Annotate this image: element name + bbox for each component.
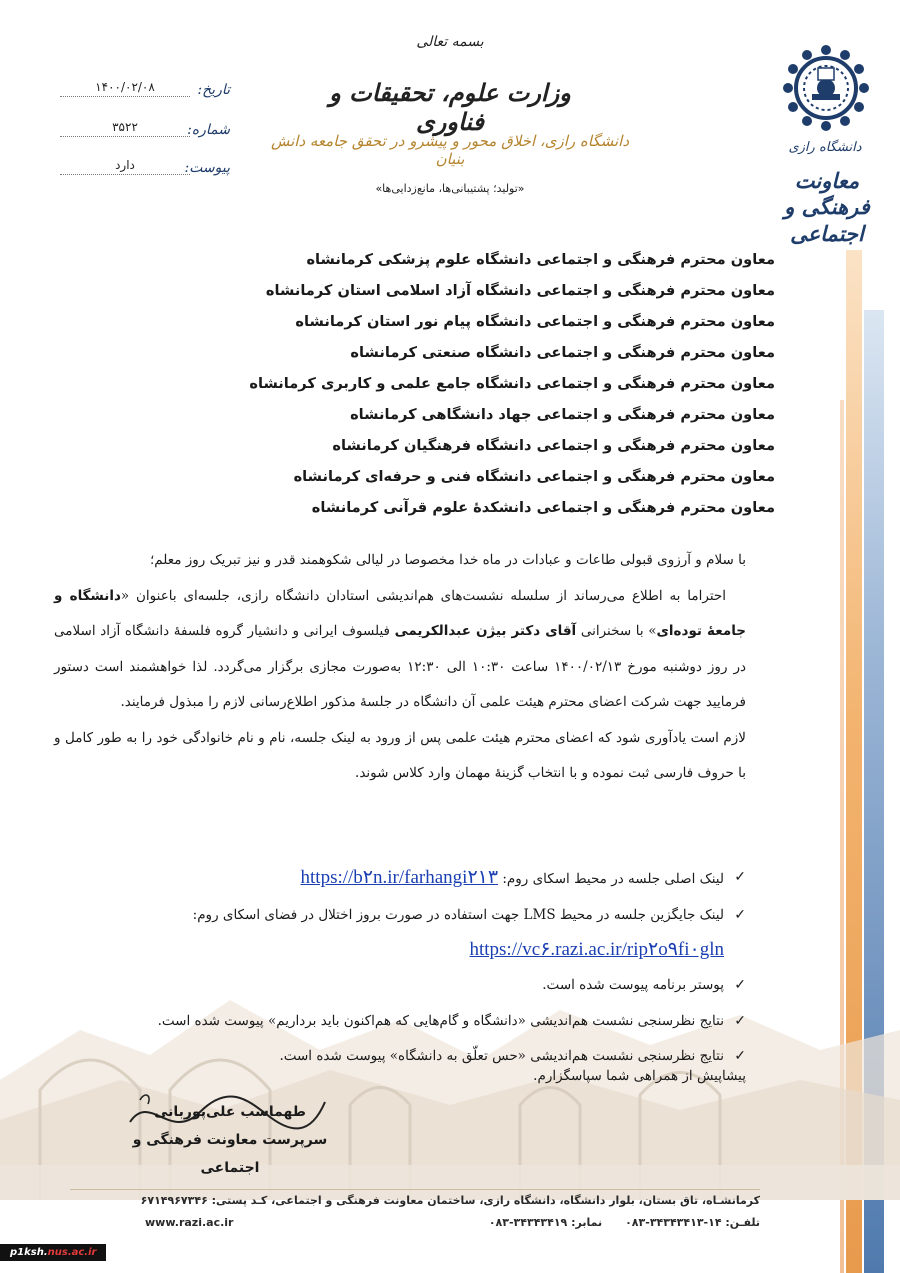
closing-sentence: پیشاپیش از همراهی شما سپاسگزارم. [533,1068,746,1084]
check-icon: ✓ [734,1012,746,1029]
footer-phones [489,1216,760,1229]
letter-date [60,82,230,106]
footer-fax: نمابر: ۳۴۳۴۳۴۱۹-۰۸۳ [488,1216,603,1229]
university-name: دانشگاه رازی [788,140,862,155]
letter-body [54,543,746,792]
check-icon: ✓ [734,869,746,885]
poster-note: پوستر برنامه پیوست شده است. [542,977,724,993]
alt-link[interactable]: https://vc۶.razi.ac.ir/rip۲o۹fi۰gln [469,939,724,960]
list-item [54,1004,746,1040]
attachment-label: پیوست: [184,160,230,176]
department-line2: فرهنگی و اجتماعی [784,194,870,246]
check-icon: ✓ [734,906,746,923]
recipient: معاون محترم فرهنگی و اجتماعی دانشگاه علوم پزشکی کرمانشاه [306,251,775,268]
main-link-label: لینک اصلی جلسه در محیط اسکای روم: [502,871,724,887]
watermark-accent: nus.ac.ir [47,1247,97,1258]
speaker-name: آقای دکتر بیژن عبدالکریمی [394,623,577,639]
list-item [54,968,746,1004]
recipient: معاون محترم فرهنگی و اجتماعی جهاد دانشگاهی کرمانشاه [350,406,775,423]
recipients-list [230,244,775,523]
source-watermark [0,1244,106,1261]
recipient: معاون محترم فرهنگی و اجتماعی دانشگاه آزاد اسلامی استان کرمانشاه [265,282,775,299]
announcement-text-c: فیلسوف ایرانی و دانشیار گروه فلسفهٔ دانشگاه آزاد اسلامی در روز دوشنبه مورخ ۱۴۰۰/۰۲/۱۳ ساعت ۱۰:۳۰ الی ۱۲:۳۰ به‌صورت مجازی برگزار می‌گردد. لذا خواهشمند است دستور فرمایید جهت شرکت اعضای محترم هیئت علمی آن دانشگاه در جلسهٔ مذکور اطلاع‌رسانی لازم را مبذول فرمایند. [54,623,746,710]
signature-block [120,1098,340,1182]
notes-list [54,860,746,1075]
footer-divider [70,1189,760,1190]
signatory-name: طهماسب علی‌پوربانی [153,1104,306,1120]
footer-phone: تلفـن: ۱۴-۳۴۳۴۳۴۱۳-۰۸۳ [625,1216,760,1229]
watermark-prefix: p1ksh. [10,1247,48,1258]
alt-link-label: لینک جایگزین جلسه در محیط LMS جهت استفاده در صورت بروز اختلال در فضای اسکای روم: [192,906,724,923]
number-value: ۳۵۲۲ [60,120,190,137]
announcement-text-b: » با سخنرانی [576,623,657,639]
year-slogan: «تولید؛ پشتیبانی‌ها، مانع‌زدایی‌ها» [375,182,525,195]
recipient: معاون محترم فرهنگی و اجتماعی دانشگاه صنعتی کرمانشاه [350,344,775,361]
recipient: معاون محترم فرهنگی و اجتماعی دانشگاه فنی و حرفه‌ای کرمانشاه [293,468,775,485]
announcement-paragraph [54,579,746,721]
letter-attachment [60,160,230,184]
signatory-title: سرپرست معاونت فرهنگی و اجتماعی [132,1132,328,1176]
department-line1: معاونت [794,168,860,193]
announcement-text-a: احتراما به اطلاع می‌رساند از سلسله نشست‌های هم‌اندیشی استادان دانشگاه رازی، جلسه‌ای باعنوان « [120,587,726,604]
department-name [772,168,882,247]
list-item [54,898,746,969]
check-icon: ✓ [734,1048,746,1064]
letter-number [60,122,230,146]
main-link[interactable]: https://b۲n.ir/farhangi۲۱۳ [300,867,499,888]
date-label: تاریخ: [197,82,230,98]
recipient: معاون محترم فرهنگی و اجتماعی دانشگاه فرهنگیان کرمانشاه [332,437,775,454]
ministry-title: وزارت علوم، تحقیقات و فناوری [329,78,571,136]
bismillah: بسمه تعالی [416,34,484,50]
recipient: معاون محترم فرهنگی و اجتماعی دانشگاه جامع علمی و کاربری کرمانشاه [249,375,775,392]
university-motto: دانشگاه رازی، اخلاق محور و پیشرو در تحقق جامعه دانش بنیان [270,132,630,168]
footer-website[interactable]: www.razi.ac.ir [145,1216,234,1229]
session-title: دانشگاه و جامعهٔ توده‌ای [54,587,746,639]
attachment-value: دارد [60,158,190,175]
footer-contacts [70,1216,760,1236]
survey-note-1: نتایج نظرسنجی نشست هم‌اندیشی «دانشگاه و گام‌هایی که هم‌اکنون باید برداریم» پیوست شده است. [157,1012,724,1029]
footer-address: کرمانشـاه، تاق بستان، بلوار دانشگاه، دانشگاه رازی، ساختمان معاونت فرهنگی و اجتماعی، کـد پستی: ۶۷۱۴۹۶۷۳۴۶ [140,1194,760,1207]
date-value: ۱۴۰۰/۰۲/۰۸ [60,80,190,97]
number-label: شماره: [187,122,230,138]
recipient: معاون محترم فرهنگی و اجتماعی دانشگاه پیام نور استان کرمانشاه [295,313,775,330]
survey-note-2: نتایج نظرسنجی نشست هم‌اندیشی «حس تعلّق به دانشگاه» پیوست شده است. [279,1048,724,1064]
greeting: با سلام و آرزوی قبولی طاعات و عبادات در ماه خدا مخصوصا در لیالی شکوهمند قدر و نیز تبریک روز معلم؛ [149,552,746,568]
university-logo [776,38,876,138]
check-icon: ✓ [734,977,746,993]
reminder-paragraph: لازم است یادآوری شود که اعضای محترم هیئت علمی پس از ورود به لینک جلسه، نام و نام خانوادگی خود را به طور کامل و با حروف فارسی ثبت نموده و با انتخاب گزینهٔ مهمان وارد کلاس شوند. [54,729,746,781]
recipient: معاون محترم فرهنگی و اجتماعی دانشکدهٔ علوم قرآنی کرمانشاه [311,499,775,516]
list-item [54,860,746,898]
